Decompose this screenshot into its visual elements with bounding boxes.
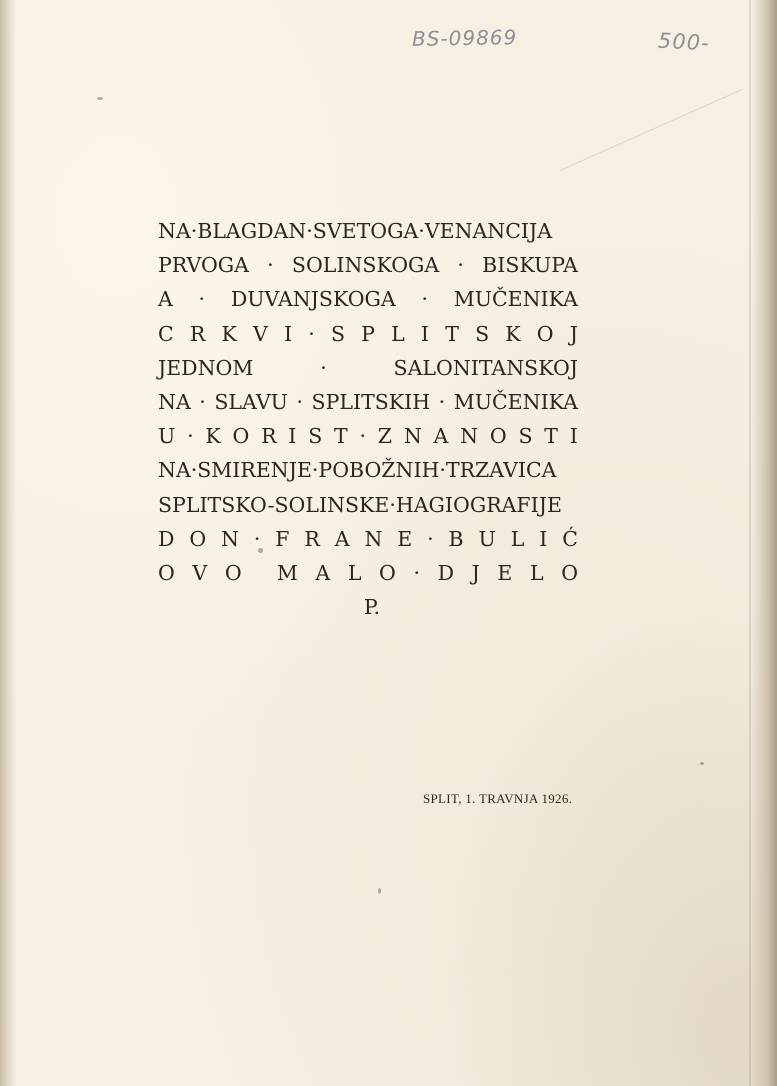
dedication-word: NA [158, 389, 191, 414]
dedication-word: C [158, 321, 174, 346]
dedication-word: K [505, 321, 521, 346]
dedication-word: · [413, 560, 420, 585]
dedication-word: A [315, 560, 331, 585]
place-and-date: SPLIT, 1. TRAVNJA 1926. [423, 791, 573, 806]
dedication-line [158, 419, 578, 453]
dedication-word: E [397, 526, 413, 551]
dedication-line [158, 453, 578, 487]
dedication-word: I [420, 321, 430, 346]
pencil-mark [560, 89, 743, 171]
dedication-word: L [347, 560, 362, 585]
dedication-word: I [539, 526, 548, 551]
dedication-word: S [518, 424, 533, 449]
dedication-word: A [158, 287, 173, 312]
dedication-word: B [448, 526, 464, 551]
dedication-word: V [192, 560, 208, 585]
dedication-word: R [189, 321, 206, 346]
paper-speck [97, 97, 103, 100]
dedication-line [158, 248, 578, 282]
dedication-word: MUČENIKA [453, 287, 578, 312]
dedication-word: · [457, 253, 464, 278]
dedication-word: T [544, 424, 558, 449]
dedication-word: O [232, 424, 250, 449]
dedication-word: · [421, 287, 428, 312]
dedication-word: · [320, 355, 327, 380]
dedication-word: O [158, 560, 175, 585]
dedication-word: NA·SMIRENJE·POBOŽNIH·TRZAVICA [158, 458, 557, 483]
dedication-line [158, 214, 578, 248]
dedication-word: Ć [562, 526, 578, 551]
dedication-word: · [198, 287, 206, 312]
paper-speck [700, 762, 704, 765]
dedication-word: N [460, 424, 479, 449]
dedication-word: I [288, 424, 297, 449]
dedication-word: K [221, 321, 237, 346]
paper-speck [378, 888, 381, 894]
dedication-word: · [253, 526, 261, 551]
dedication-word: N [221, 526, 239, 551]
dedication-word: · [187, 424, 194, 449]
dedication-word: MUČENIKA [453, 389, 578, 414]
dedication-word: · [267, 253, 274, 278]
dedication-word: N [364, 526, 383, 551]
page-crease [749, 0, 751, 1086]
dedication-word: R [261, 424, 277, 449]
dedication-word: I [283, 321, 293, 346]
handwritten-price: 500- [657, 28, 711, 56]
dedication-line [158, 282, 578, 316]
dedication-word: A [433, 424, 449, 449]
dedication-word: O [379, 560, 396, 585]
dedication-line [158, 385, 578, 419]
dedication-word: M [276, 560, 298, 585]
dedication-word: · [438, 389, 446, 414]
dedication-word: I [569, 424, 578, 449]
dedication-word: · [308, 321, 315, 346]
dedication-word: U [158, 424, 176, 449]
dedication-word: U [478, 526, 496, 551]
dedication-word: SALONITANSKOJ [393, 355, 578, 380]
dedication-word: SOLINSKOGA [291, 253, 440, 278]
dedication-word: Z [377, 424, 393, 449]
dedication-text [158, 214, 578, 624]
dedication-word: L [391, 321, 405, 346]
dedication-word: T [334, 424, 348, 449]
dedication-word: JEDNOM [158, 355, 254, 380]
page-left-edge [0, 0, 16, 1086]
dedication-word: N [403, 424, 422, 449]
dedication-word: F [275, 526, 290, 551]
dedication-word: D [437, 560, 454, 585]
dedication-line [158, 556, 578, 590]
dedication-word: NA·BLAGDAN·SVETOGA·VENANCIJA [158, 219, 553, 243]
dedication-word: D [158, 526, 175, 551]
dedication-word: S [475, 321, 490, 346]
dedication-word: DUVANJSKOGA [230, 287, 396, 312]
dedication-word: · [359, 424, 367, 449]
dedication-word: A [334, 526, 350, 551]
dedication-word: T [445, 321, 459, 346]
dedication-line [158, 488, 578, 522]
dedication-word: PRVOGA [158, 253, 249, 278]
dedication-line [158, 351, 578, 385]
dedication-word: · [296, 389, 303, 414]
dedication-word: SPLITSKIH [311, 389, 431, 414]
dedication-word: S [308, 424, 323, 449]
dedication-word: V [252, 321, 268, 346]
dedication-word: L [529, 560, 544, 585]
paper-speck [258, 548, 263, 553]
dedication-word: P [361, 321, 375, 346]
dedication-word: SPLITSKO-SOLINSKE·HAGIOGRAFIJE [158, 492, 562, 517]
dedication-word: SLAVU [214, 389, 288, 414]
dedication-word: · [427, 526, 434, 551]
dedication-line [158, 317, 578, 351]
dedication-word: O [536, 321, 554, 346]
dedication-word: R [304, 526, 320, 551]
dedication-word: L [510, 526, 525, 551]
dedication-word: · [199, 389, 206, 414]
page-right-edge [751, 0, 777, 1086]
dedication-word: J [569, 321, 578, 346]
dedication-closing: P. [363, 595, 381, 620]
dedication-word: J [471, 560, 480, 585]
dedication-word: O [224, 560, 242, 585]
handwritten-catalog-number: BS-09869 [411, 25, 518, 51]
dedication-line [158, 522, 578, 556]
dedication-word: O [489, 424, 507, 449]
dedication-word: O [561, 560, 578, 585]
dedication-word: BISKUPA [482, 253, 578, 278]
dedication-word: O [189, 526, 207, 551]
dedication-word: E [497, 560, 513, 585]
dedication-word: S [330, 321, 345, 346]
dedication-word: K [205, 424, 221, 449]
